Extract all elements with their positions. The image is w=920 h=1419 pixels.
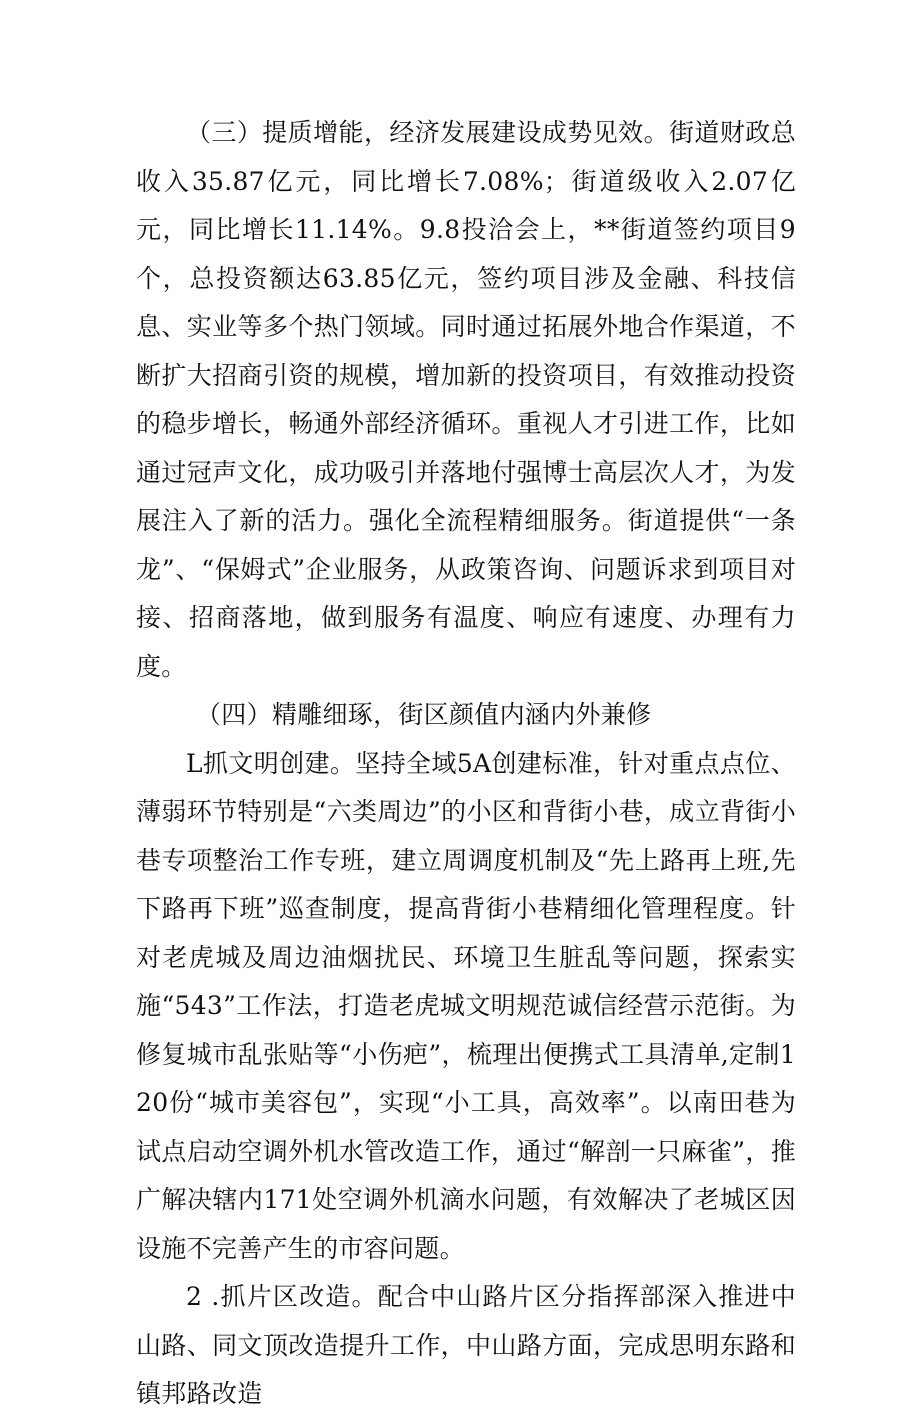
document-body — [136, 109, 796, 1419]
section-4-heading: （四）精雕细琢，街区颜值内涵内外兼修 — [196, 700, 652, 729]
paragraph-item-2: 2 .抓片区改造。配合中山路片区分指挥部深入推进中山路、同文顶改造提升工作，中山路方面，完成思明东路和镇邦路改造 — [136, 1282, 796, 1408]
paragraph-item-1: L抓文明创建。坚持全域5A创建标准，针对重点点位、薄弱环节特别是“六类周边”的小区和背街小巷，成立背街小巷专项整治工作专班，建立周调度机制及“先上路再上班,先下路再下班”巡查制度，提高背街小巷精细化管理程度。针对老虎城及周边油烟扰民、环境卫生脏乱等问题，探索实施“543”工作法，打造老虎城文明规范诚信经营示范街。为修复城市乱张贴等“小伤疤”，梳理出便携式工具清单,定制120份“城市美容包”，实现“小工具，高效率”。以南田巷为试点启动空调外机水管改造工作，通过“解剖一只麻雀”，推广解决辖内171处空调外机滴水问题，有效解决了老城区因设施不完善产生的市容问题。 — [136, 748, 796, 1263]
paragraph-section-3: （三）提质增能，经济发展建设成势见效。街道财政总收入35.87亿元，同比增长7.08%；街道级收入2.07亿元，同比增长11.14%。9.8投洽会上，**街道签约项目9个，总投资额达63.85亿元，签约项目涉及金融、科技信息、实业等多个热门领域。同时通过拓展外地合作渠道，不断扩大招商引资的规模，增加新的投资项目，有效推动投资的稳步增长，畅通外部经济循环。重视人才引进工作，比如通过冠声文化，成功吸引并落地付强博士高层次人才，为发展注入了新的活力。强化全流程精细服务。街道提供“一条龙”、“保姆式”企业服务，从政策咨询、问题诉求到项目对接、招商落地，做到服务有温度、响应有速度、办理有力度。 — [136, 118, 796, 681]
